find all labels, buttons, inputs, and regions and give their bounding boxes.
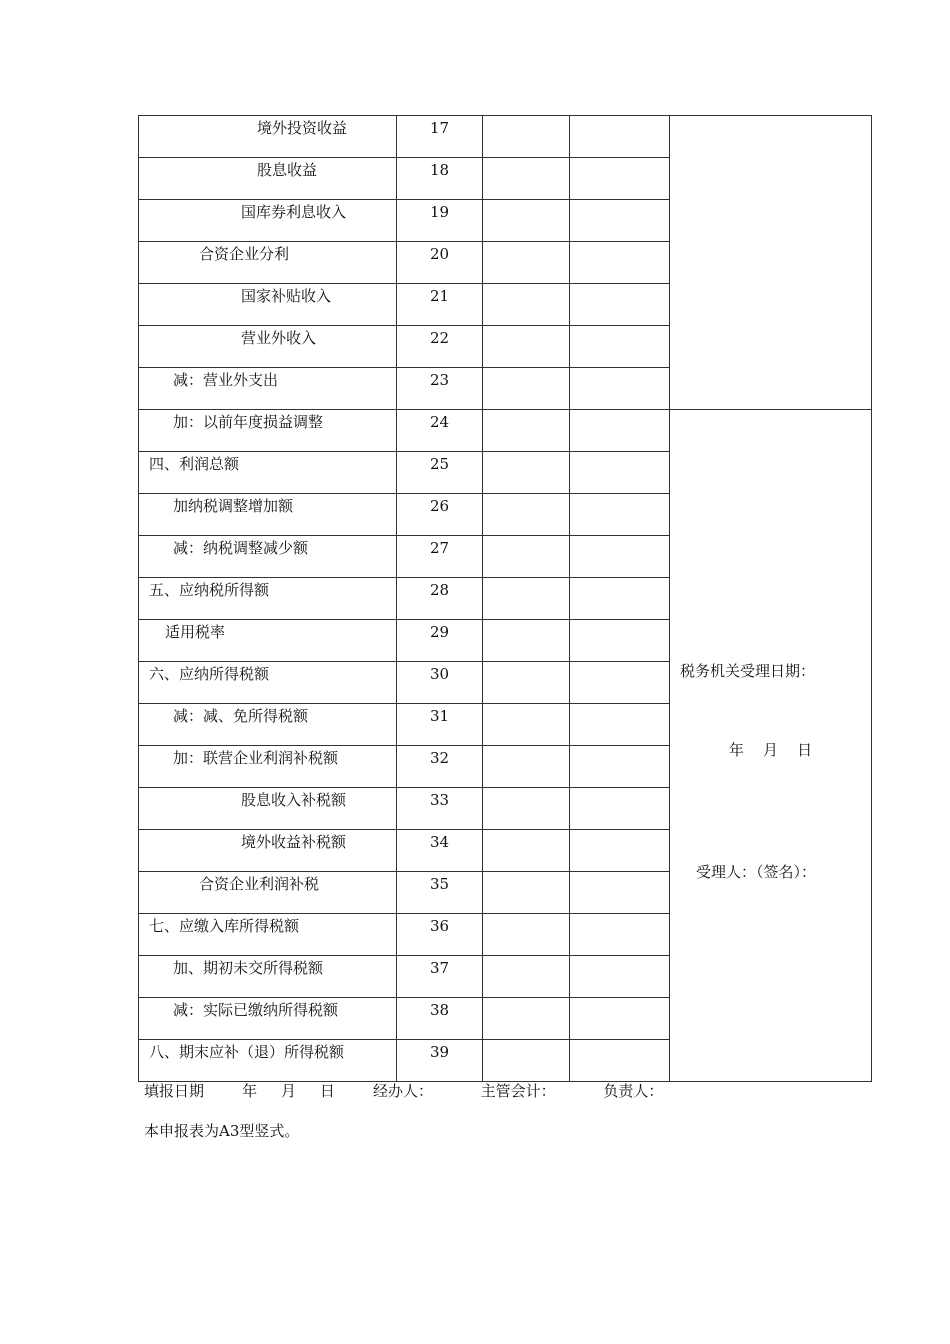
item-label: 减：实际已缴纳所得税额 bbox=[173, 1001, 339, 1019]
amount-cell[interactable] bbox=[483, 326, 570, 368]
line-number-cell bbox=[397, 452, 483, 494]
item-cell bbox=[139, 704, 397, 746]
line-number: 36 bbox=[429, 917, 450, 935]
amount-cell[interactable] bbox=[483, 998, 570, 1040]
item-cell bbox=[139, 284, 397, 326]
item-label: 股息收益 bbox=[257, 161, 318, 179]
amount-cell[interactable] bbox=[570, 284, 670, 326]
item-label: 境外投资收益 bbox=[257, 119, 348, 137]
form-note: 本申报表为A3型竖式。 bbox=[144, 1122, 300, 1140]
line-number: 39 bbox=[429, 1043, 450, 1061]
line-number: 25 bbox=[429, 455, 450, 473]
item-cell bbox=[139, 368, 397, 410]
line-number-cell bbox=[397, 158, 483, 200]
line-number: 27 bbox=[429, 539, 450, 557]
line-number-cell bbox=[397, 998, 483, 1040]
amount-cell[interactable] bbox=[483, 746, 570, 788]
item-label: 营业外收入 bbox=[241, 329, 317, 347]
amount-cell[interactable] bbox=[570, 830, 670, 872]
amount-cell[interactable] bbox=[570, 746, 670, 788]
amount-cell[interactable] bbox=[570, 620, 670, 662]
amount-cell[interactable] bbox=[570, 410, 670, 452]
item-cell bbox=[139, 998, 397, 1040]
line-number-cell bbox=[397, 788, 483, 830]
line-number-cell bbox=[397, 956, 483, 998]
amount-cell[interactable] bbox=[570, 116, 670, 158]
amount-cell[interactable] bbox=[483, 662, 570, 704]
item-label: 国库券利息收入 bbox=[241, 203, 347, 221]
item-label: 股息收入补税额 bbox=[241, 791, 347, 809]
line-number-cell bbox=[397, 578, 483, 620]
amount-cell[interactable] bbox=[570, 368, 670, 410]
line-number: 28 bbox=[429, 581, 450, 599]
item-cell bbox=[139, 872, 397, 914]
amount-cell[interactable] bbox=[483, 788, 570, 830]
line-number: 37 bbox=[429, 959, 450, 977]
tax-return-table bbox=[138, 115, 872, 1082]
line-number: 29 bbox=[429, 623, 450, 641]
amount-cell[interactable] bbox=[483, 284, 570, 326]
item-cell bbox=[139, 914, 397, 956]
line-number: 18 bbox=[429, 161, 450, 179]
item-label: 六、应纳所得税额 bbox=[149, 665, 270, 683]
item-cell bbox=[139, 662, 397, 704]
line-number-cell bbox=[397, 536, 483, 578]
line-number: 30 bbox=[429, 665, 450, 683]
amount-cell[interactable] bbox=[570, 914, 670, 956]
item-cell bbox=[139, 452, 397, 494]
item-cell bbox=[139, 956, 397, 998]
item-label: 国家补贴收入 bbox=[241, 287, 332, 305]
amount-cell[interactable] bbox=[483, 620, 570, 662]
item-label: 八、期末应补（退）所得税额 bbox=[149, 1043, 345, 1061]
line-number: 26 bbox=[429, 497, 450, 515]
signature-footer: 填报日期 年 月 日 经办人： 主管会计： 负责人： bbox=[144, 1082, 664, 1100]
item-label: 减：营业外支出 bbox=[173, 371, 279, 389]
item-label: 合资企业利润补税 bbox=[199, 875, 320, 893]
item-label: 境外收益补税额 bbox=[241, 833, 347, 851]
line-number: 32 bbox=[429, 749, 450, 767]
amount-cell[interactable] bbox=[570, 872, 670, 914]
tax-office-remark-cell bbox=[670, 410, 872, 1082]
amount-cell[interactable] bbox=[483, 704, 570, 746]
line-number: 38 bbox=[429, 1001, 450, 1019]
item-label: 加：以前年度损益调整 bbox=[173, 413, 324, 431]
receiver-signature-label: 受理人：（签名）： bbox=[696, 863, 817, 881]
amount-cell[interactable] bbox=[570, 578, 670, 620]
remark-cell-top bbox=[670, 116, 872, 410]
item-label: 四、利润总额 bbox=[149, 455, 240, 473]
item-cell bbox=[139, 158, 397, 200]
item-cell bbox=[139, 830, 397, 872]
amount-cell[interactable] bbox=[570, 200, 670, 242]
item-label: 加：联营企业利润补税额 bbox=[173, 749, 339, 767]
line-number: 24 bbox=[429, 413, 450, 431]
amount-cell[interactable] bbox=[570, 326, 670, 368]
line-number-cell bbox=[397, 620, 483, 662]
amount-cell[interactable] bbox=[570, 452, 670, 494]
line-number: 34 bbox=[429, 833, 450, 851]
amount-cell[interactable] bbox=[483, 872, 570, 914]
item-cell bbox=[139, 536, 397, 578]
item-cell bbox=[139, 746, 397, 788]
line-number-cell bbox=[397, 872, 483, 914]
line-number: 21 bbox=[429, 287, 450, 305]
amount-cell[interactable] bbox=[570, 704, 670, 746]
amount-cell[interactable] bbox=[483, 116, 570, 158]
amount-cell[interactable] bbox=[483, 452, 570, 494]
amount-cell[interactable] bbox=[483, 242, 570, 284]
item-label: 七、应缴入库所得税额 bbox=[149, 917, 300, 935]
item-cell bbox=[139, 200, 397, 242]
line-number-cell bbox=[397, 494, 483, 536]
amount-cell[interactable] bbox=[483, 410, 570, 452]
line-number-cell bbox=[397, 1040, 483, 1082]
line-number: 22 bbox=[429, 329, 450, 347]
amount-cell[interactable] bbox=[570, 158, 670, 200]
line-number: 17 bbox=[429, 119, 450, 137]
acceptance-date-line: 年 月 日 bbox=[728, 741, 813, 759]
item-label: 加纳税调整增加额 bbox=[173, 497, 294, 515]
line-number-cell bbox=[397, 914, 483, 956]
acceptance-date-label: 税务机关受理日期： bbox=[680, 662, 816, 680]
line-number: 23 bbox=[429, 371, 450, 389]
line-number: 19 bbox=[429, 203, 450, 221]
amount-cell[interactable] bbox=[483, 494, 570, 536]
amount-cell[interactable] bbox=[483, 578, 570, 620]
amount-cell[interactable] bbox=[483, 158, 570, 200]
line-number: 31 bbox=[429, 707, 450, 725]
item-cell bbox=[139, 620, 397, 662]
amount-cell[interactable] bbox=[483, 914, 570, 956]
item-label: 减：减、免所得税额 bbox=[173, 707, 309, 725]
amount-cell[interactable] bbox=[570, 242, 670, 284]
item-cell bbox=[139, 116, 397, 158]
amount-cell[interactable] bbox=[483, 368, 570, 410]
amount-cell[interactable] bbox=[570, 662, 670, 704]
item-cell bbox=[139, 242, 397, 284]
amount-cell[interactable] bbox=[570, 494, 670, 536]
amount-cell[interactable] bbox=[570, 1040, 670, 1082]
amount-cell[interactable] bbox=[570, 998, 670, 1040]
amount-cell[interactable] bbox=[483, 536, 570, 578]
line-number-cell bbox=[397, 326, 483, 368]
item-cell bbox=[139, 326, 397, 368]
amount-cell[interactable] bbox=[570, 788, 670, 830]
item-cell bbox=[139, 1040, 397, 1082]
item-label: 适用税率 bbox=[165, 623, 226, 641]
amount-cell[interactable] bbox=[483, 830, 570, 872]
amount-cell[interactable] bbox=[483, 956, 570, 998]
item-cell bbox=[139, 410, 397, 452]
item-label: 五、应纳税所得额 bbox=[149, 581, 270, 599]
item-cell bbox=[139, 494, 397, 536]
line-number-cell bbox=[397, 200, 483, 242]
line-number-cell bbox=[397, 704, 483, 746]
amount-cell[interactable] bbox=[570, 956, 670, 998]
line-number-cell bbox=[397, 242, 483, 284]
item-label: 减：纳税调整减少额 bbox=[173, 539, 309, 557]
item-label: 加、期初未交所得税额 bbox=[173, 959, 324, 977]
line-number-cell bbox=[397, 368, 483, 410]
item-cell bbox=[139, 788, 397, 830]
line-number: 35 bbox=[429, 875, 450, 893]
item-cell bbox=[139, 578, 397, 620]
line-number: 20 bbox=[429, 245, 450, 263]
table-row bbox=[139, 116, 872, 158]
line-number-cell bbox=[397, 116, 483, 158]
item-label: 合资企业分利 bbox=[199, 245, 290, 263]
line-number: 33 bbox=[429, 791, 450, 809]
line-number-cell bbox=[397, 662, 483, 704]
line-number-cell bbox=[397, 746, 483, 788]
line-number-cell bbox=[397, 284, 483, 326]
amount-cell[interactable] bbox=[483, 1040, 570, 1082]
line-number-cell bbox=[397, 830, 483, 872]
amount-cell[interactable] bbox=[570, 536, 670, 578]
line-number-cell bbox=[397, 410, 483, 452]
table-body bbox=[139, 116, 872, 1082]
amount-cell[interactable] bbox=[483, 200, 570, 242]
table-row bbox=[139, 410, 872, 452]
